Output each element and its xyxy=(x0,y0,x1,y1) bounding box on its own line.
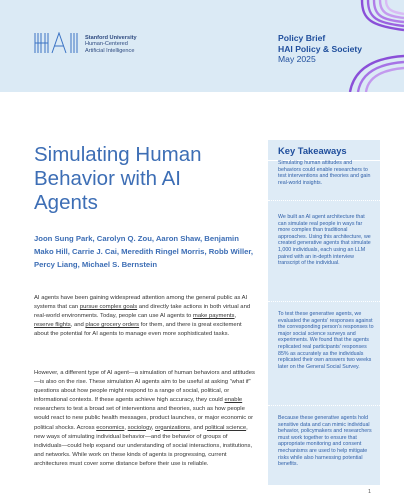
text-run: However, a different type of AI agent—a simulation of human behaviors and attitudes—is also on the rise. These simulation AI agents aim to be useful at asking “what if” questions about how people might respond to a range of social, political, or informational contexts. If these agents achieve high accuracy, they could xyxy=(34,370,255,404)
text-run: , and xyxy=(70,322,86,329)
takeaway-divider xyxy=(268,405,380,406)
takeaway-divider xyxy=(268,301,380,302)
link-reserve-flights[interactable]: reserve flights xyxy=(34,322,71,329)
takeaway-item: To test these generative agents, we evaluated the agents’ responses against the corresponding person’s responses to major social science surveys and experiments. We found that the agents replicated real participants’ responses 85% as accurately as the individuals replicated their own answers two weeks later on the General Social Survey. xyxy=(278,311,374,370)
link-organizations[interactable]: organizations xyxy=(155,424,191,431)
text-run: for them, and there is great excitement about the potential for AI agents to manage even more sophisticated tasks. xyxy=(34,322,242,338)
org-line-2: Human-Centered xyxy=(85,41,128,48)
takeaway-item: We built an AI agent architecture that can simulate real people in ways far more complex than traditional approaches. Using this architecture, we created generative agents that simulate 1,000 individuals, each using an LLM paired with an in-depth interview transcript of the individual. xyxy=(278,214,371,267)
brief-info xyxy=(278,33,362,65)
document-title: Simulating Human Behavior with AI Agents xyxy=(34,143,202,214)
text-run: , and xyxy=(190,424,205,431)
takeaway-item: Simulating human attitudes and behaviors could enable researchers to test interventions and theories and gain real-world insights. xyxy=(278,160,371,186)
page-number: 1 xyxy=(368,489,372,495)
intro-paragraph xyxy=(34,294,256,339)
brief-series: HAI Policy & Society xyxy=(278,43,363,54)
link-sociology[interactable]: sociology xyxy=(127,424,152,431)
link-pursue-complex-goals[interactable]: pursue complex goals xyxy=(79,304,138,311)
key-takeaways-title: Key Takeaways xyxy=(278,145,347,156)
takeaway-divider xyxy=(268,200,380,201)
text-run: AI agents have been gaining widespread attention among the general public as AI systems that can xyxy=(34,295,248,311)
text-run: researchers to test a broad set of interventions and theories, such as how people would react to new public health messages, product launches, or major economic or political shocks. Across xyxy=(34,406,254,431)
org-line-3: Artificial Intelligence xyxy=(85,47,135,54)
takeaway-item: Because these generative agents hold sensitive data and can mimic individual behavior, policymakers and researchers must work together to ensure that appropriate monitoring and consent mechanisms are used to help mitigate risks while also harnessing potential benefits. xyxy=(278,415,372,468)
author-list: Joon Sung Park, Carolyn Q. Zou, Aaron Shaw, Benjamin Mako Hill, Carrie J. Cai, Meredith Ringel Morris, Robb Willer, Percy Liang, Michael S. Bernstein xyxy=(34,234,254,269)
text-run: and directly take actions in both virtual and real-world environments. Today, people can use AI agents to xyxy=(34,304,251,320)
text-run: , xyxy=(151,424,156,431)
link-place-grocery-orders[interactable]: place grocery orders xyxy=(85,322,140,329)
link-economics[interactable]: economics xyxy=(96,424,125,431)
link-political-science[interactable]: political science xyxy=(204,424,247,431)
text-run: , new ways of simulating individual behavior—and the behavior of groups of individuals—could help expand our understanding of social interactions, institutions, and networks. While work on these kinds of agents is progressing, current architectures must cover some distance before their use is reliable. xyxy=(34,424,253,467)
link-enable[interactable]: enable xyxy=(224,397,243,404)
brief-date: May 2025 xyxy=(278,54,316,64)
org-university: Stanford University xyxy=(85,35,137,41)
organization-name xyxy=(85,35,137,54)
text-run: , xyxy=(234,313,237,320)
hai-logo-icon xyxy=(34,32,80,54)
link-make-payments[interactable]: make payments xyxy=(192,313,235,320)
brief-type: Policy Brief xyxy=(278,33,326,43)
second-paragraph xyxy=(34,369,256,469)
text-run: , xyxy=(124,424,128,431)
